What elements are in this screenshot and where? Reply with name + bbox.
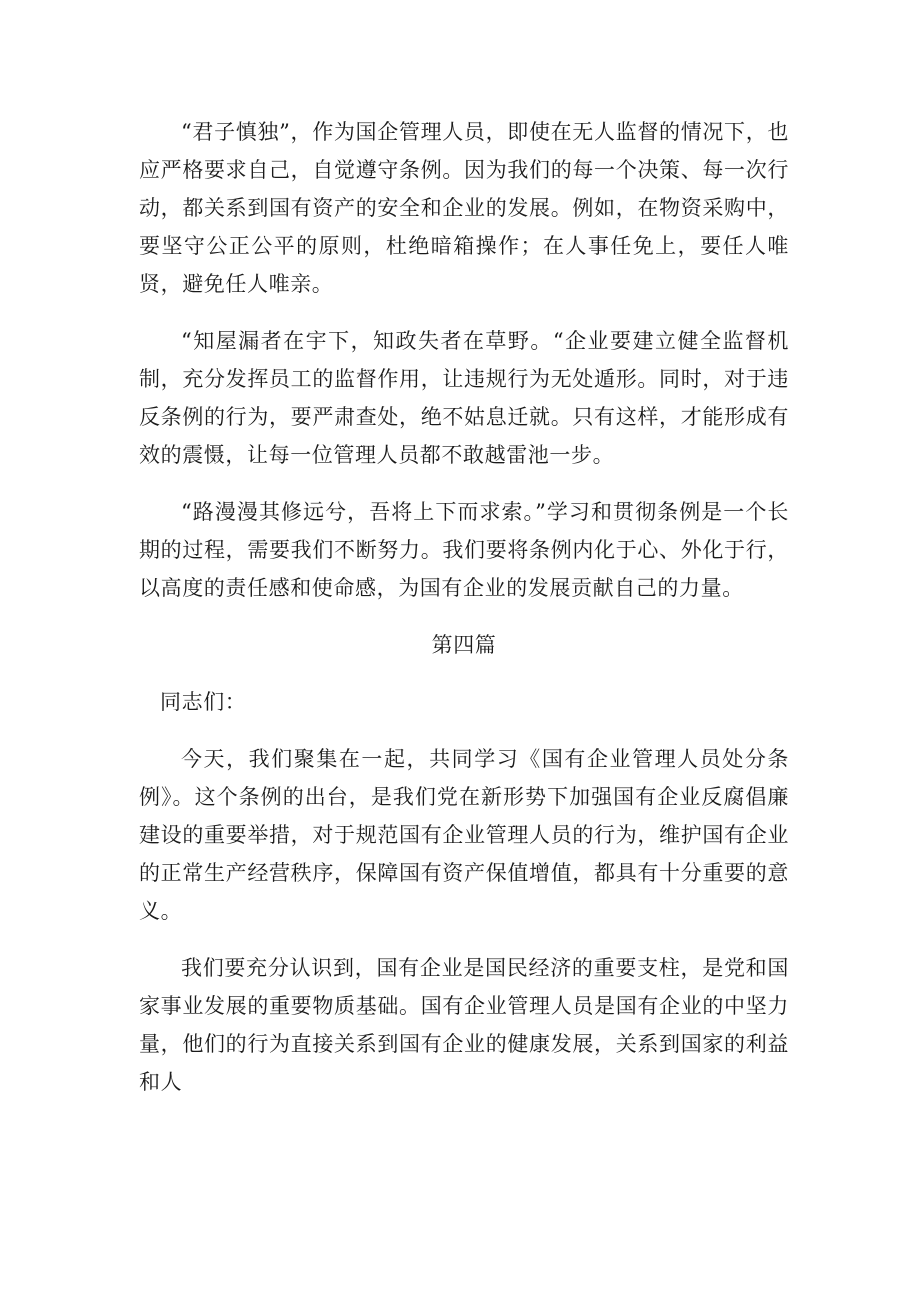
paragraph-junzi-shendu: “君子慎独”，作为国企管理人员，即使在无人监督的情况下，也应严格要求自己，自觉遵守条例。因为我们的每一个决策、每一次行动，都关系到国有资产的安全和企业的发展。例如，在物资采购中，要坚守公正公平的原则，杜绝暗箱操作；在人事任免上，要任人唯贤，避免任人唯亲。 — [139, 120, 789, 296]
salutation: 同志们： — [160, 690, 247, 714]
paragraph-long-road: “路漫漫其修远兮，吾将上下而求索。”学习和贯彻条例是一个长期的过程，需要我们不断努力。我们要将条例内化于心、外化于行，以高度的责任感和使命感，为国有企业的发展贡献自己的力量。 — [139, 500, 789, 600]
document-body — [139, 113, 789, 1120]
paragraph-supervision: “知屋漏者在宇下，知政失者在草野。“企业要建立健全监督机制，充分发挥员工的监督作用，让违规行为无处遁形。同时，对于违反条例的行为，要严肃查处，绝不姑息迁就。只有这样，才能形成有效的震慑，让每一位管理人员都不敢越雷池一步。 — [139, 329, 789, 467]
section-heading: 第四篇 — [431, 633, 497, 657]
paragraph-regulation-intro: 今天，我们聚集在一起，共同学习《国有企业管理人员处分条例》。这个条例的出台，是我们党在新形势下加强国有企业反腐倡廉建设的重要举措，对于规范国有企业管理人员的行为，维护国有企业的正常生产经营秩序，保障国有资产保值增值，都具有十分重要的意义。 — [139, 747, 789, 923]
paragraph-soe-importance: 我们要充分认识到，国有企业是国民经济的重要支柱，是党和国家事业发展的重要物质基础。国有企业管理人员是国有企业的中坚力量，他们的行为直接关系到国有企业的健康发展，关系到国家的利益和人 — [139, 956, 789, 1094]
